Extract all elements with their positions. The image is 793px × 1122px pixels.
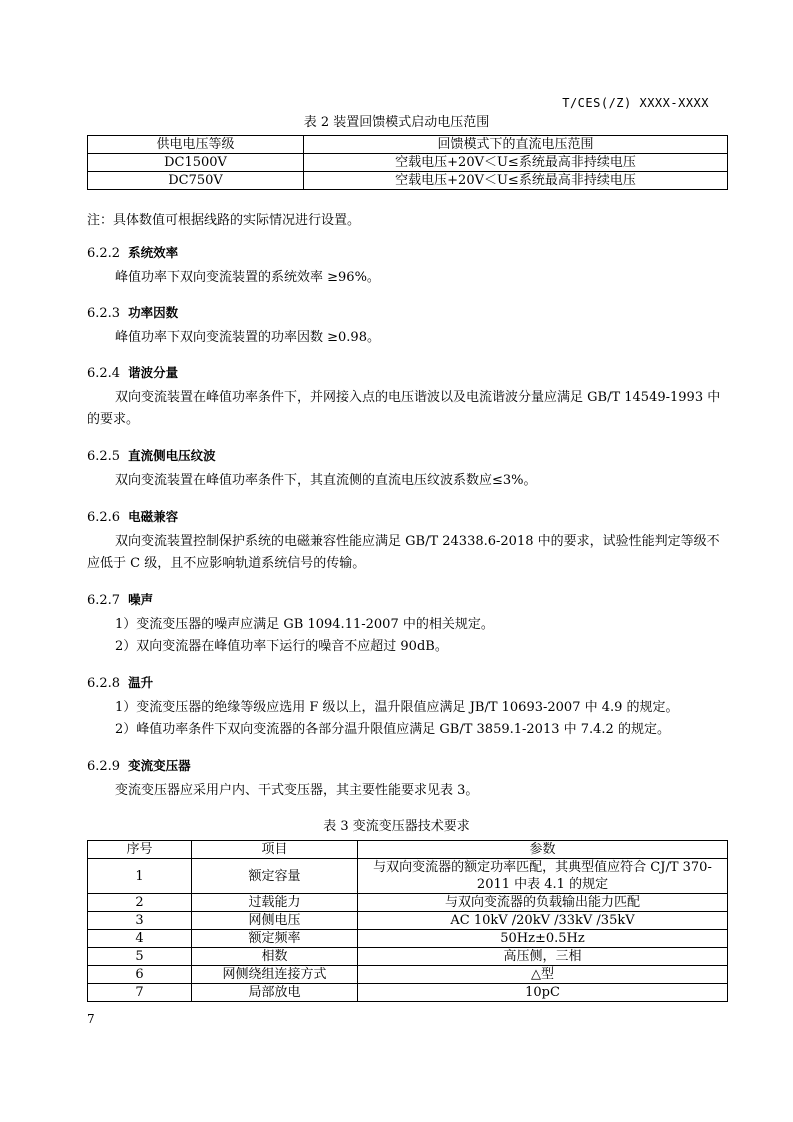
section-body: 变流变压器应采用户内、干式变压器，其主要性能要求见表 3。 <box>115 783 479 798</box>
section-heading-6-2-8 <box>87 673 153 691</box>
table-cell: 7 <box>88 984 192 1002</box>
section-number: 6.2.9 <box>87 759 121 774</box>
section-heading-6-2-4 <box>87 363 178 381</box>
section-title: 温升 <box>128 675 154 690</box>
table-row <box>88 154 728 172</box>
page-number: 7 <box>87 1012 95 1026</box>
section-heading-6-2-6 <box>87 507 178 525</box>
section-title: 变流变压器 <box>128 758 191 773</box>
table2-header-cell: 供电电压等级 <box>88 136 304 154</box>
table-cell: 与双向变流器的负载输出能力匹配 <box>358 894 728 912</box>
table2-note: 注：具体数值可根据线路的实际情况进行设置。 <box>87 213 361 228</box>
section-title: 系统效率 <box>128 245 179 260</box>
table3-header-cell: 序号 <box>88 841 192 859</box>
table-cell: 与双向变流器的额定功率匹配，其典型值应符合 CJ/T 370-2011 中表 4.1 的规定 <box>358 859 728 894</box>
section-body: 峰值功率下双向变流装置的功率因数 ≥0.98。 <box>115 330 380 345</box>
list-item: 2）双向变流器在峰值功率下运行的噪音不应超过 90dB。 <box>115 639 448 654</box>
section-number: 6.2.7 <box>87 593 121 608</box>
table-cell: 6 <box>88 966 192 984</box>
table-cell: 2 <box>88 894 192 912</box>
section-number: 6.2.8 <box>87 676 121 691</box>
table3-header-row <box>88 841 728 859</box>
table3-header-cell: 参数 <box>358 841 728 859</box>
table-cell: △型 <box>358 966 728 984</box>
table-row <box>88 984 728 1002</box>
table-cell: DC1500V <box>88 154 304 172</box>
table-cell: 额定频率 <box>192 930 358 948</box>
table-cell: 网侧绕组连接方式 <box>192 966 358 984</box>
section-heading-6-2-3 <box>87 303 178 321</box>
section-body: 双向变流装置在峰值功率条件下，其直流侧的直流电压纹波系数应≤3%。 <box>115 473 537 488</box>
section-number: 6.2.6 <box>87 510 121 525</box>
table-cell: 空载电压+20V＜U≤系统最高非持续电压 <box>304 172 728 190</box>
table-cell: 50Hz±0.5Hz <box>358 930 728 948</box>
table-row <box>88 859 728 894</box>
section-number: 6.2.5 <box>87 449 121 464</box>
section-body: 峰值功率下双向变流装置的系统效率 ≥96%。 <box>115 270 380 285</box>
section-title: 功率因数 <box>128 305 179 320</box>
table-cell: 5 <box>88 948 192 966</box>
table2-caption: 表 2 装置回馈模式启动电压范围 <box>303 115 490 130</box>
table-row <box>88 172 728 190</box>
table2 <box>87 135 728 190</box>
table-row <box>88 894 728 912</box>
section-body: 双向变流装置控制保护系统的电磁兼容性能应满足 GB/T 24338.6-2018 中的要求，试验性能判定等级不应低于 C 级，且不应影响轨道系统信号的传输。 <box>87 534 720 571</box>
section-number: 6.2.4 <box>87 366 121 381</box>
list-item: 2）峰值功率条件下双向变流器的各部分温升限值应满足 GB/T 3859.1-2013 中 7.4.2 的规定。 <box>115 722 670 737</box>
table-cell: 网侧电压 <box>192 912 358 930</box>
table-cell: 高压侧，三相 <box>358 948 728 966</box>
table3-caption: 表 3 变流变压器技术要求 <box>323 819 470 834</box>
section-number: 6.2.3 <box>87 306 121 321</box>
table-cell: 1 <box>88 859 192 894</box>
list-item: 1）变流变压器的噪声应满足 GB 1094.11-2007 中的相关规定。 <box>115 617 494 632</box>
section-title: 噪声 <box>128 592 154 607</box>
table3 <box>87 840 728 1002</box>
section-heading-6-2-5 <box>87 446 216 464</box>
table-cell: AC 10kV /20kV /33kV /35kV <box>358 912 728 930</box>
table-cell: 局部放电 <box>192 984 358 1002</box>
table2-header-row <box>88 136 728 154</box>
table3-header-cell: 项目 <box>192 841 358 859</box>
section-heading-6-2-2 <box>87 243 178 261</box>
table-cell: 空载电压+20V＜U≤系统最高非持续电压 <box>304 154 728 172</box>
table-cell: DC750V <box>88 172 304 190</box>
section-title: 谐波分量 <box>128 365 179 380</box>
section-heading-6-2-9 <box>87 756 191 774</box>
table-cell: 3 <box>88 912 192 930</box>
section-body: 双向变流装置在峰值功率条件下，并网接入点的电压谐波以及电流谐波分量应满足 GB/T 14549-1993 中的要求。 <box>87 390 721 427</box>
list-item: 1）变流变压器的绝缘等级应选用 F 级以上，温升限值应满足 JB/T 10693-2007 中 4.9 的规定。 <box>115 700 679 715</box>
section-number: 6.2.2 <box>87 246 121 261</box>
table-row <box>88 966 728 984</box>
table-cell: 4 <box>88 930 192 948</box>
section-title: 直流侧电压纹波 <box>128 448 216 463</box>
table-cell: 相数 <box>192 948 358 966</box>
table-row <box>88 930 728 948</box>
table-cell: 过载能力 <box>192 894 358 912</box>
document-code: T/CES(/Z) XXXX-XXXX <box>562 96 709 110</box>
table2-header-cell: 回馈模式下的直流电压范围 <box>304 136 728 154</box>
section-title: 电磁兼容 <box>128 509 179 524</box>
table-cell: 额定容量 <box>192 859 358 894</box>
table-row <box>88 912 728 930</box>
table-row <box>88 948 728 966</box>
table-cell: 10pC <box>358 984 728 1002</box>
section-heading-6-2-7 <box>87 590 153 608</box>
